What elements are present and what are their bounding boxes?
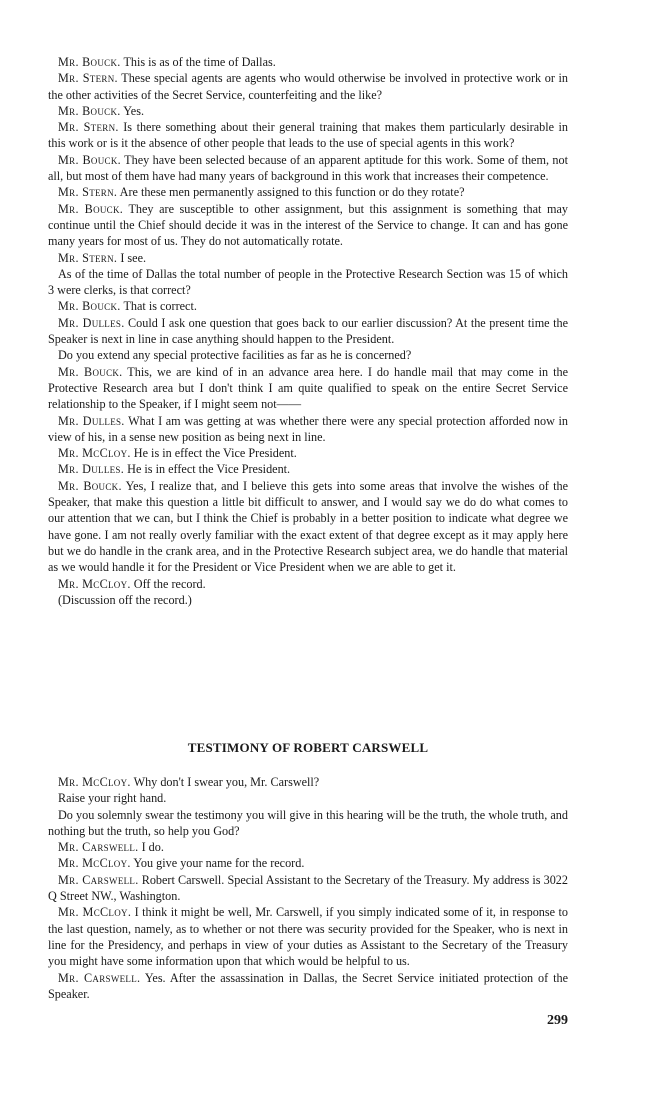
paragraph-text: Robert Carswell. Special Assistant to the Secretary of the Treasury. My address is 3022 Q Street NW., Washington.: [48, 872, 568, 904]
transcript-block-before-heading: [48, 54, 568, 608]
transcript-paragraph: [48, 266, 568, 299]
paragraph-text: I think it might be well, Mr. Carswell, if you simply indicated some of it, in response to the last question, namely, as to whether or not there was security provided for the Speaker, who is next in line for the Presidency, and perhaps in view of your duties as Assistant to the Secretary of the Treasury you might have some information upon that which would be helpful to us.: [48, 905, 568, 969]
transcript-paragraph: [48, 592, 568, 608]
transcript-paragraph: [48, 103, 568, 119]
paragraph-text: You give your name for the record.: [130, 856, 305, 871]
speaker-name: Mr. Dulles.: [58, 315, 125, 330]
transcript-paragraph: [48, 315, 568, 348]
speaker-name: Mr. McCloy.: [58, 775, 131, 789]
transcript-paragraph: [48, 774, 568, 790]
transcript-paragraph: [48, 855, 568, 871]
speaker-name: Mr. Bouck.: [58, 299, 121, 314]
speaker-name: Mr. Bouck.: [58, 55, 121, 69]
paragraph-text: They have been selected because of an apparent aptitude for this work. Some of them, not all, but most of them have had many years of background in this work that increases their competence.: [48, 152, 568, 184]
paragraph-text: They are susceptible to other assignment, but this assignment is something that may continue until the Chief should decide it was in the interest of the Service to change. It can and has gone many years for most of us. They do not automatically rotate.: [48, 201, 568, 249]
speaker-name: Mr. Stern.: [58, 120, 119, 135]
paragraph-text: Yes. After the assassination in Dallas, the Secret Service initiated protection of the Speaker.: [48, 970, 568, 1001]
paragraph-text: He is in effect the Vice President.: [124, 462, 291, 477]
transcript-paragraph: [48, 184, 568, 200]
transcript-paragraph: [48, 70, 568, 103]
speaker-name: Mr. Carswell.: [58, 872, 139, 887]
paragraph-text: These special agents are agents who would otherwise be involved in protective work or in the other activities of the Secret Service, counterfeiting and the like?: [48, 71, 568, 102]
speaker-name: Mr. Carswell.: [58, 840, 139, 855]
paragraph-text: (Discussion off the record.): [58, 592, 192, 607]
speaker-name: Mr. Stern.: [58, 71, 118, 86]
paragraph-text: That is correct.: [120, 299, 197, 314]
paragraph-text: Off the record.: [130, 576, 206, 591]
transcript-paragraph: [48, 250, 568, 266]
paragraph-text: What I am was getting at was whether there were any special protection afforded now in view of his, in a sense new position as being next in line.: [48, 413, 568, 444]
speaker-name: Mr. Bouck.: [58, 478, 122, 493]
paragraph-text: He is in effect the Vice President.: [130, 446, 297, 461]
transcript-paragraph: [48, 54, 568, 70]
paragraph-text: Yes.: [120, 103, 144, 118]
transcript-paragraph: [48, 201, 568, 250]
transcript-paragraph: [48, 445, 568, 461]
page-number: 299: [547, 1013, 568, 1028]
speaker-name: Mr. Carswell.: [58, 970, 141, 985]
speaker-name: Mr. Dulles.: [58, 413, 125, 428]
paragraph-text: This, we are kind of in an advance area here. I do handle mail that may come in the Protective Research area but I don't think I am quite qualified to speak on the entire Secret Service relationship to the Speaker, if I might seem not——: [48, 364, 568, 412]
paragraph-text: Do you solemnly swear the testimony you will give in this hearing will be the truth, the whole truth, and nothing but the truth, so help you God?: [48, 807, 568, 838]
speaker-name: Mr. Stern.: [58, 185, 118, 200]
transcript-paragraph: [48, 790, 568, 806]
paragraph-text: As of the time of Dallas the total number of people in the Protective Research Section was 15 of which 3 were clerks, is that correct?: [48, 266, 568, 298]
paragraph-text: I see.: [117, 250, 147, 265]
speaker-name: Mr. Bouck.: [58, 103, 121, 118]
paragraph-text: This is as of the time of Dallas.: [120, 55, 276, 69]
transcript-paragraph: [48, 839, 568, 855]
speaker-name: Mr. Bouck.: [58, 152, 121, 167]
paragraph-text: I do.: [138, 840, 164, 855]
transcript-paragraph: [48, 904, 568, 969]
paragraph-text: Are these men permanently assigned to this function or do they rotate?: [117, 185, 465, 200]
paragraph-text: Why don't I swear you, Mr. Carswell?: [130, 775, 320, 789]
speaker-name: Mr. Bouck.: [58, 364, 123, 379]
speaker-name: Mr. McCloy.: [58, 446, 131, 461]
speaker-name: Mr. Bouck.: [58, 201, 124, 216]
transcript-paragraph: [48, 970, 568, 1003]
transcript-block-after-heading: [48, 774, 568, 1002]
speaker-name: Mr. Stern.: [58, 250, 118, 265]
speaker-name: Mr. McCloy.: [58, 576, 131, 591]
paragraph-text: Could I ask one question that goes back to our earlier discussion? At the present time the Speaker is next in line in case anything should happen to the President.: [48, 315, 568, 347]
transcript-paragraph: [48, 872, 568, 905]
paragraph-text: Raise your right hand.: [58, 791, 167, 806]
transcript-paragraph: [48, 461, 568, 477]
paragraph-text: Yes, I realize that, and I believe this gets into some areas that involve the wishes of the Speaker, that make this question a little bit difficult to answer, and I would say we do do what comes to our attention that we can, but I think the Chief is probably in a better position to indicate what degree we have gone. I am not really overly familiar with the exact extent of that degree except as it may apply here but we do handle in the crank area, and in the Protective Research subject area, we do handle that material as we would handle it for the President or Vice President when we are able to get it.: [48, 478, 568, 575]
transcript-paragraph: [48, 347, 568, 363]
transcript-paragraph: [48, 576, 568, 592]
transcript-paragraph: [48, 807, 568, 840]
paragraph-text: Is there something about their general training that makes them particularly desirable in this work or is it the absence of other people that leads to the use of special agents in this work?: [48, 120, 568, 151]
transcript-paragraph: [48, 413, 568, 446]
transcript-paragraph: [48, 364, 568, 413]
transcript-paragraph: [48, 298, 568, 314]
speaker-name: Mr. McCloy.: [58, 856, 131, 871]
speaker-name: Mr. McCloy.: [58, 905, 132, 920]
paragraph-text: Do you extend any special protective facilities as far as he is concerned?: [58, 348, 412, 363]
speaker-name: Mr. Dulles.: [58, 462, 125, 477]
section-heading: TESTIMONY OF ROBERT CARSWELL: [187, 740, 429, 755]
transcript-paragraph: [48, 152, 568, 185]
transcript-paragraph: [48, 119, 568, 152]
transcript-paragraph: [48, 478, 568, 576]
